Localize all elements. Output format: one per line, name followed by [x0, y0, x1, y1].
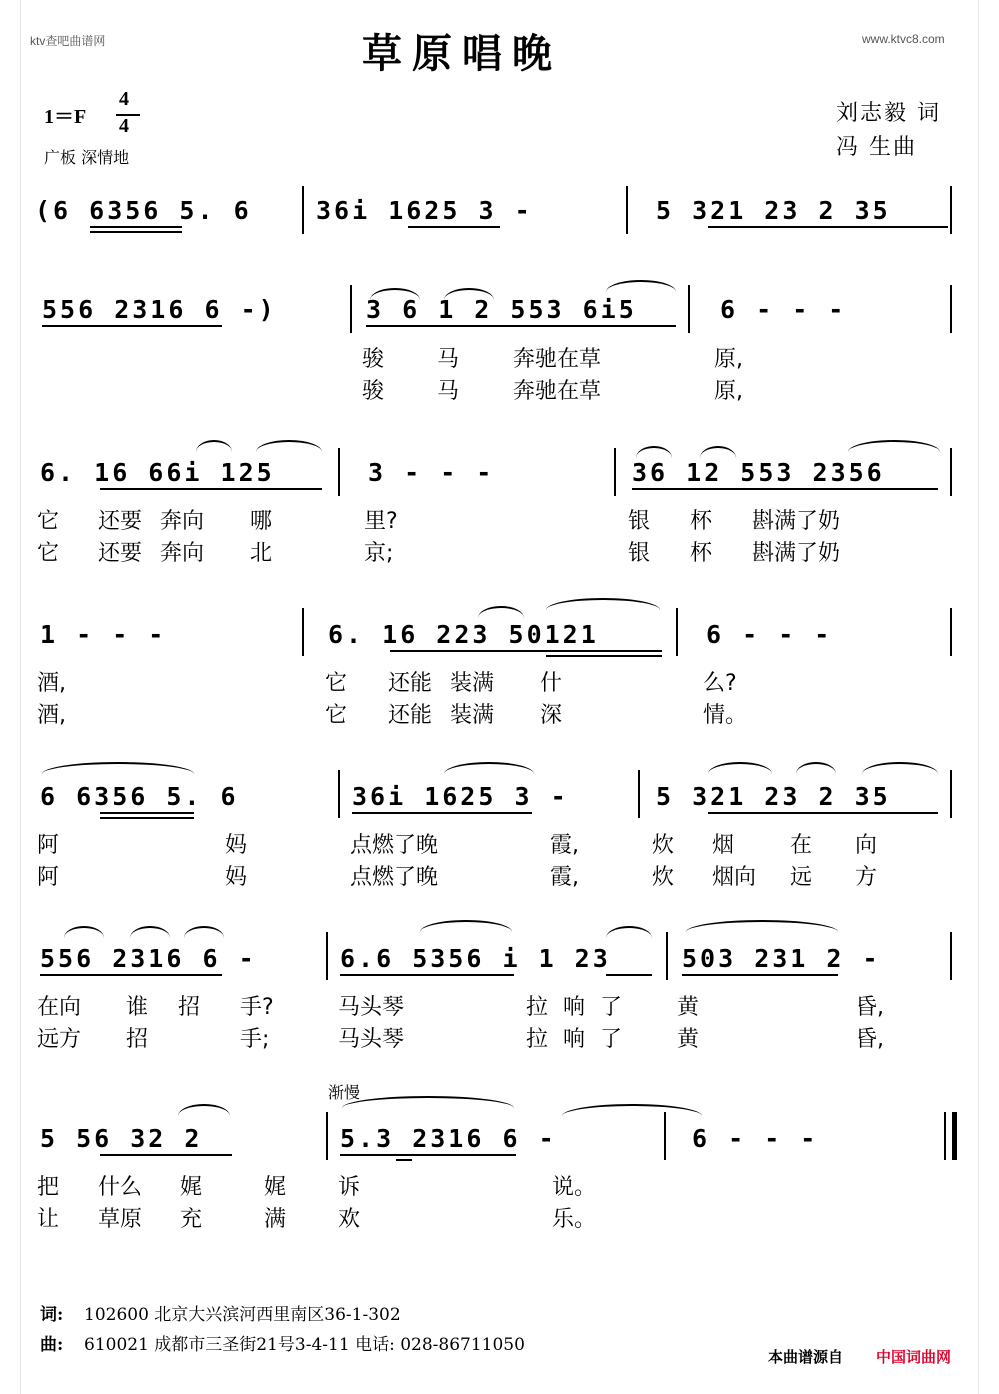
- lyric-verse2: 京;: [364, 541, 394, 566]
- lyric-verse2: 让: [37, 1207, 60, 1232]
- tie: [562, 1104, 702, 1116]
- lyric-verse2: 点燃了晚: [350, 865, 439, 890]
- slur: [342, 1096, 514, 1108]
- lyric-verse1: 它: [37, 509, 60, 534]
- slur: [370, 288, 420, 300]
- lyric-verse1: 招: [178, 995, 201, 1020]
- barline: [688, 285, 690, 333]
- beam: [100, 1154, 232, 1156]
- tempo-marking: 广板 深情地: [44, 148, 130, 167]
- lyric-verse1: 向: [855, 833, 878, 858]
- barline: [666, 932, 668, 980]
- lyric-verse1: 阿: [37, 833, 60, 858]
- final-barline-thick: [952, 1112, 957, 1160]
- beam: [100, 817, 194, 819]
- lyric-verse1: 在: [790, 833, 813, 858]
- lyric-verse1: 了: [600, 995, 623, 1020]
- lyric-verse2: 它: [325, 703, 348, 728]
- lyric-verse1: 原,: [714, 347, 743, 372]
- lyric-verse2: 满: [264, 1207, 287, 1232]
- meter-bottom: 4: [119, 115, 129, 137]
- slur: [256, 440, 322, 452]
- composer-credit: 冯 生曲: [836, 135, 917, 160]
- measure-notes: 3 - - -: [368, 458, 495, 487]
- beam: [352, 812, 532, 814]
- barline: [950, 932, 952, 980]
- measure-notes: 6 - - -: [692, 1124, 819, 1153]
- lyric-verse1: 昏,: [855, 995, 884, 1020]
- lyric-verse1: 酒,: [37, 671, 66, 696]
- measure-notes: 3 6 1 2 553 6i5: [366, 295, 637, 324]
- barline: [950, 186, 952, 234]
- lyric-verse1: 什: [540, 671, 563, 696]
- beam: [90, 226, 182, 228]
- slur: [546, 598, 660, 610]
- lyric-verse1: 黄: [677, 995, 700, 1020]
- slur: [478, 606, 524, 618]
- measure-notes: 36i 1625 3 -: [316, 196, 533, 225]
- measure-notes: 556 2316 6 -: [40, 944, 257, 973]
- source-label: 本曲谱源自: [768, 1348, 844, 1366]
- slur: [196, 440, 232, 452]
- lyric-verse2: 情。: [703, 703, 748, 728]
- measure-notes: 556 2316 6 -): [42, 295, 277, 324]
- beam: [682, 974, 838, 976]
- lyric-verse2: 还能: [388, 703, 433, 728]
- measure-notes: 5 321 23 2 35: [656, 782, 891, 811]
- beam: [708, 812, 938, 814]
- lyric-verse2: 原,: [714, 379, 743, 404]
- lyric-verse1: 在向: [37, 995, 82, 1020]
- measure-notes: 1 - - -: [40, 620, 167, 649]
- lyric-verse2: 奔驰在草: [513, 379, 602, 404]
- beam: [708, 226, 948, 228]
- lyric-verse2: 草原: [98, 1207, 143, 1232]
- lyric-verse2: 霞,: [550, 865, 579, 890]
- slur: [862, 762, 938, 774]
- slur: [444, 288, 494, 300]
- lyric-verse1: 它: [325, 671, 348, 696]
- measure-notes: 6. 16 223 50121: [328, 620, 599, 649]
- lyric-verse1: 还要: [98, 509, 143, 534]
- barline: [950, 285, 952, 333]
- barline: [664, 1112, 666, 1160]
- barline: [676, 608, 678, 656]
- lyricist-address-label: 词:: [40, 1305, 64, 1325]
- barline: [614, 448, 616, 496]
- beam: [40, 974, 222, 976]
- measure-notes: 5 321 23 2 35: [656, 196, 891, 225]
- slur: [848, 440, 940, 452]
- measure-notes: 6 - - -: [706, 620, 833, 649]
- lyric-verse2: 妈: [225, 865, 248, 890]
- lyric-verse2: 还要: [98, 541, 143, 566]
- barline: [326, 1112, 328, 1160]
- barline: [326, 932, 328, 980]
- slur: [636, 446, 672, 458]
- slur: [184, 926, 224, 938]
- lyric-verse2: 欢: [338, 1207, 361, 1232]
- measure-notes: (6 6356 5. 6: [35, 196, 252, 225]
- lyric-verse2: 炊: [652, 865, 675, 890]
- beam: [396, 1159, 412, 1161]
- lyric-verse2: 装满: [450, 703, 495, 728]
- lyric-verse2: 酒,: [37, 703, 66, 728]
- lyric-verse1: 娓: [180, 1175, 203, 1200]
- beam: [606, 974, 652, 976]
- lyric-verse1: 装满: [450, 671, 495, 696]
- lyric-verse1: 诉: [338, 1175, 361, 1200]
- beam: [90, 231, 182, 233]
- slur: [606, 926, 652, 938]
- lyric-verse2: 斟满了奶: [752, 541, 841, 566]
- lyric-verse1: 奔驰在草: [513, 347, 602, 372]
- lyricist-address: 102600 北京大兴滨河西里南区36-1-302: [84, 1305, 401, 1325]
- barline: [302, 608, 304, 656]
- beam: [366, 325, 676, 327]
- lyric-verse1: 骏: [362, 347, 385, 372]
- lyric-verse1: 妈: [225, 833, 248, 858]
- measure-notes: 5 56 32 2: [40, 1124, 203, 1153]
- barline: [950, 448, 952, 496]
- lyric-verse2: 昏,: [855, 1027, 884, 1052]
- lyric-verse2: 招: [126, 1027, 149, 1052]
- watermark-right: www.ktvc8.com: [862, 32, 945, 46]
- lyric-verse2: 远: [790, 865, 813, 890]
- barline: [950, 770, 952, 818]
- lyric-verse2: 深: [540, 703, 563, 728]
- lyric-verse1: 响: [563, 995, 586, 1020]
- lyric-verse1: 斟满了奶: [752, 509, 841, 534]
- slur: [444, 762, 534, 774]
- meter-top: 4: [119, 88, 129, 110]
- watermark-left: ktv查吧曲谱网: [30, 34, 106, 48]
- barline: [302, 186, 304, 234]
- lyric-verse1: 霞,: [550, 833, 579, 858]
- beam: [340, 1154, 516, 1156]
- tempo-mark-ritardando: 渐慢: [328, 1083, 361, 1102]
- lyric-verse2: 银: [628, 541, 651, 566]
- lyric-verse1: 手?: [240, 995, 274, 1020]
- lyric-verse1: 奔向: [160, 509, 205, 534]
- beam: [340, 974, 514, 976]
- barline: [626, 186, 628, 234]
- lyric-verse2: 北: [250, 541, 273, 566]
- lyric-verse2: 它: [37, 541, 60, 566]
- beam: [546, 655, 662, 657]
- barline: [338, 448, 340, 496]
- lyric-verse1: 娓: [264, 1175, 287, 1200]
- lyric-verse1: 还能: [388, 671, 433, 696]
- measure-notes: 503 231 2 -: [682, 944, 881, 973]
- lyric-verse1: 银: [628, 509, 651, 534]
- slur: [686, 920, 838, 932]
- composer-address: 610021 成都市三圣街21号3-4-11 电话: 028-86711050: [84, 1335, 525, 1355]
- measure-notes: 6 - - -: [720, 295, 847, 324]
- key-signature: 1＝F: [44, 106, 87, 128]
- slur: [700, 446, 736, 458]
- lyric-verse2: 乐。: [552, 1207, 597, 1232]
- lyric-verse1: 谁: [126, 995, 149, 1020]
- beam: [100, 812, 194, 814]
- lyric-verse1: 哪: [250, 509, 273, 534]
- lyric-verse1: 炊: [652, 833, 675, 858]
- lyric-verse1: 说。: [552, 1175, 597, 1200]
- slur: [796, 762, 836, 774]
- slur: [178, 1104, 230, 1116]
- lyric-verse2: 奔向: [160, 541, 205, 566]
- lyric-verse2: 了: [600, 1027, 623, 1052]
- lyric-verse2: 烟向: [712, 865, 757, 890]
- slur: [606, 280, 676, 292]
- beam: [632, 488, 938, 490]
- right-watermark-strip: [978, 0, 999, 1394]
- slur: [708, 762, 772, 774]
- beam: [42, 325, 222, 327]
- lyric-verse2: 响: [563, 1027, 586, 1052]
- measure-notes: 6.6 5356 i 1 23: [340, 944, 611, 973]
- composer-address-label: 曲:: [40, 1335, 64, 1355]
- song-title: 草原唱晚: [362, 30, 562, 77]
- final-barline-thin: [944, 1112, 946, 1160]
- source-site-link[interactable]: 中国词曲网: [876, 1348, 952, 1366]
- lyric-verse1: 什么: [98, 1175, 143, 1200]
- barline: [950, 608, 952, 656]
- lyric-verse1: 杯: [690, 509, 713, 534]
- beam: [390, 650, 662, 652]
- beam: [100, 488, 322, 490]
- lyric-verse1: 里?: [364, 509, 398, 534]
- lyric-verse2: 杯: [690, 541, 713, 566]
- lyric-verse2: 骏: [362, 379, 385, 404]
- lyric-verse1: 点燃了晚: [350, 833, 439, 858]
- lyric-verse2: 方: [855, 865, 878, 890]
- lyric-verse2: 马: [437, 379, 460, 404]
- lyric-verse2: 充: [180, 1207, 203, 1232]
- slur: [64, 926, 104, 938]
- left-watermark-strip: [0, 0, 21, 1394]
- beam: [408, 226, 500, 228]
- lyric-verse1: 马头琴: [338, 995, 405, 1020]
- lyric-verse2: 马头琴: [338, 1027, 405, 1052]
- measure-notes: 6 6356 5. 6: [40, 782, 239, 811]
- lyric-verse1: 把: [37, 1175, 60, 1200]
- measure-notes: 36 12 553 2356: [632, 458, 885, 487]
- measure-notes: 36i 1625 3 -: [352, 782, 569, 811]
- measure-notes: 5.3 2316 6 -: [340, 1124, 557, 1153]
- lyric-verse1: 拉: [526, 995, 549, 1020]
- lyric-verse1: 马: [437, 347, 460, 372]
- lyric-verse2: 黄: [677, 1027, 700, 1052]
- lyric-verse1: 么?: [703, 671, 737, 696]
- lyric-verse2: 阿: [37, 865, 60, 890]
- lyricist-credit: 刘志毅 词: [836, 101, 941, 126]
- slur: [130, 926, 170, 938]
- barline: [350, 285, 352, 333]
- lyric-verse2: 手;: [240, 1027, 270, 1052]
- lyric-verse2: 拉: [526, 1027, 549, 1052]
- measure-notes: 6. 16 66i 125: [40, 458, 275, 487]
- slur: [420, 920, 512, 932]
- barline: [338, 770, 340, 818]
- barline: [638, 770, 640, 818]
- slur: [42, 762, 194, 774]
- lyric-verse2: 远方: [37, 1027, 82, 1052]
- lyric-verse1: 烟: [712, 833, 735, 858]
